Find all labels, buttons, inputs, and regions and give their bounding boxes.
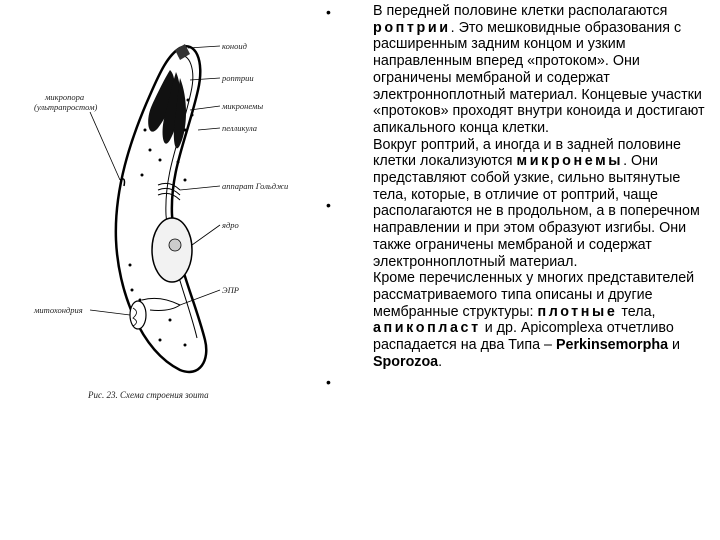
label-golgi: аппарат Гольджи bbox=[222, 181, 289, 191]
body-text bbox=[373, 3, 718, 370]
label-nucleus: ядро bbox=[222, 220, 239, 230]
paragraph-other-structures: Кроме перечисленных у многих представителей рассматриваемого типа описаны и другие мембранные структуры: плотные тела, апикопласт и др. Apicomplexa отчетливо распадается на два Типа – Perkinsemorpha и Sporozoa. bbox=[373, 270, 695, 370]
paragraph-rhoptries: В передней половине клетки располагаются роптрии. Это мешковидные образования с расширенным задним концом и узким направленным вперед «протоком». Они ограничены мембраной и содержат электронноплотный материал. Концевые участки «протоков» проходят внутри коноида и достигают апикального конца клетки. bbox=[373, 3, 705, 136]
paragraph-micronemes: Вокруг роптрий, а иногда и в задней половине клетки локализуются микронемы. Они представляют собой узкие, сильно вытянутые тела, которые, в отличие от роптрий, чаще располагаются не в продольном, а в поперечном направлении и при этом образуют изгибы. Они также ограничены мембраной и содержат электронноплотный материал. bbox=[373, 136, 700, 270]
figure-caption: Рис. 23. Схема строения зоита bbox=[88, 390, 209, 400]
term-dense-bodies: плотные bbox=[537, 303, 618, 320]
label-rhoptries: роптрии bbox=[222, 73, 254, 83]
label-micronemes: микронемы bbox=[222, 101, 264, 111]
label-mitochondria: митохондрия bbox=[34, 305, 83, 315]
term-rhoptries: роптрии bbox=[373, 19, 451, 36]
term-apicoplast: апикопласт bbox=[373, 320, 481, 337]
label-conoid: коноид bbox=[222, 41, 247, 51]
bullet-2: • bbox=[326, 197, 331, 213]
label-pellicle: пелликула bbox=[222, 123, 258, 133]
term-sporozoa: Sporozoa bbox=[373, 353, 439, 370]
bullet-1: • bbox=[326, 4, 331, 20]
label-er: ЭПР bbox=[222, 285, 239, 295]
bullet-3: • bbox=[326, 374, 331, 390]
zoite-structure-figure bbox=[20, 0, 320, 420]
term-perkinsemorpha: Perkinsemorpha bbox=[555, 337, 669, 354]
term-micronemes: микронемы bbox=[516, 153, 624, 170]
mitochondrion-shape bbox=[130, 301, 146, 329]
label-micropore-note: (ультрапростом) bbox=[34, 102, 98, 112]
label-micropore: микропора bbox=[45, 92, 85, 102]
